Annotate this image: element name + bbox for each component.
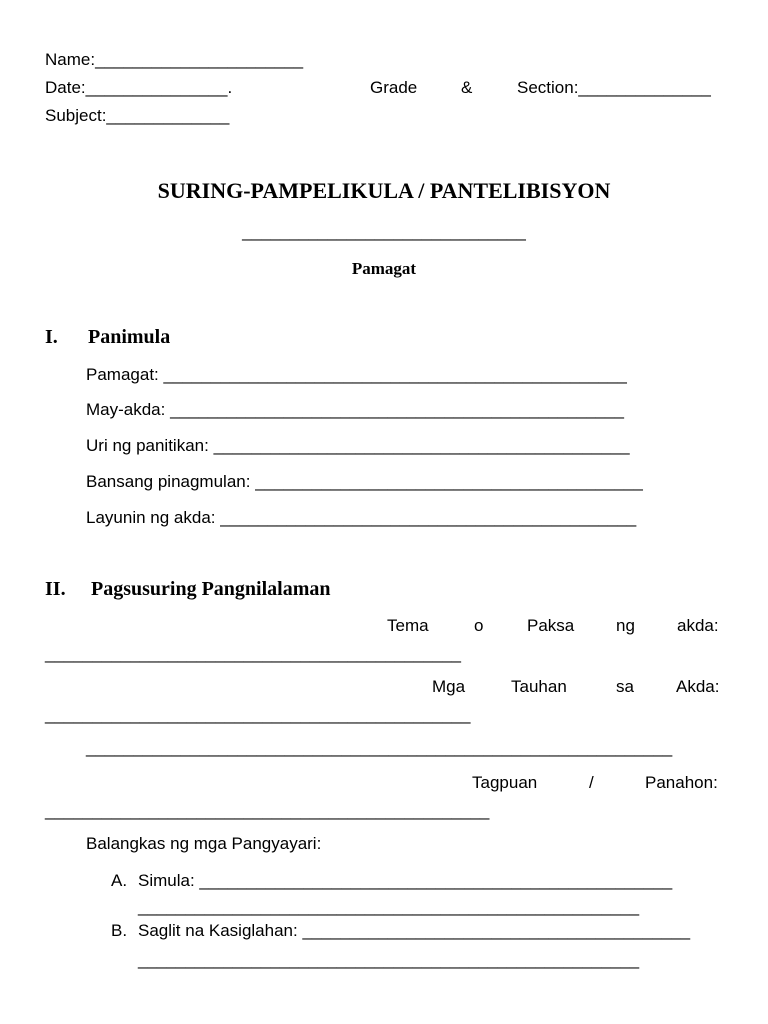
tauhan-akda-word: Akda: [676, 677, 720, 696]
saglit-line[interactable]: _________________________________________ [302, 921, 691, 940]
uri-line[interactable]: ____________________________________________ [213, 436, 630, 455]
layunin-line[interactable]: ____________________________________________ [220, 508, 637, 527]
tema-akda-word: akda: [677, 616, 719, 635]
tema-o-word: o [474, 616, 484, 635]
pamagat-label: Pamagat: [86, 365, 164, 384]
saglit-label: Saglit na Kasiglahan: [138, 921, 303, 940]
saglit-marker: B. [111, 921, 128, 940]
balangkas-label: Balangkas ng mga Pangyayari: [86, 834, 322, 853]
date-field[interactable]: Date:_______________. [45, 78, 233, 97]
subject-field[interactable]: Subject:_____________ [45, 106, 230, 125]
simula-line[interactable]: __________________________________________________ [199, 871, 673, 890]
panahon-word: Panahon: [645, 773, 718, 792]
tagpuan-slash: / [589, 773, 594, 792]
tauhan-line-2[interactable]: ______________________________________________________________ [86, 738, 673, 757]
section1-heading: Panimula [88, 326, 171, 348]
tema-word: Tema [387, 616, 429, 635]
tema-line[interactable]: ____________________________________________ [45, 644, 462, 663]
uri-label: Uri ng panitikan: [86, 436, 214, 455]
bansa-field[interactable] [86, 472, 643, 492]
ampersand-label: & [461, 78, 473, 97]
tagpuan-word: Tagpuan [472, 773, 538, 792]
may-akda-field[interactable] [86, 400, 624, 420]
tauhan-sa-word: sa [616, 677, 634, 696]
section2-numeral: II. [45, 578, 66, 600]
may-akda-line[interactable]: ________________________________________________ [170, 400, 624, 419]
pamagat-line[interactable]: _________________________________________________ [163, 365, 627, 384]
tema-ng-word: ng [616, 616, 635, 635]
simula-label: Simula: [138, 871, 200, 890]
simula-line-2[interactable]: _____________________________________________________ [138, 897, 640, 916]
tauhan-word: Tauhan [511, 677, 567, 696]
layunin-label: Layunin ng akda: [86, 508, 221, 527]
tauhan-mga-word: Mga [432, 677, 466, 696]
may-akda-label: May-akda: [86, 400, 171, 419]
name-field[interactable]: Name:______________________ [45, 50, 304, 69]
bansa-label: Bansang pinagmulan: [86, 472, 256, 491]
layunin-field[interactable] [86, 508, 636, 528]
bansa-line[interactable]: _________________________________________ [255, 472, 643, 491]
pamagat-field[interactable] [86, 365, 627, 385]
title-caption: Pamagat [351, 259, 417, 278]
uri-field[interactable] [86, 436, 630, 456]
tagpuan-line[interactable]: _______________________________________________ [45, 801, 490, 820]
tema-paksa-word: Paksa [527, 616, 575, 635]
saglit-field[interactable] [138, 921, 690, 941]
document-title: SURING-PAMPELIKULA / PANTELIBISYON [157, 178, 611, 203]
title-blank[interactable]: ______________________________ [242, 222, 526, 241]
tauhan-line[interactable]: _____________________________________________ [45, 705, 471, 724]
simula-field[interactable] [138, 871, 672, 891]
saglit-line-2[interactable]: _____________________________________________________ [138, 950, 640, 969]
section2-heading: Pagsusuring Pangnilalaman [91, 578, 331, 600]
simula-marker: A. [111, 871, 128, 890]
section1-numeral: I. [45, 326, 58, 348]
section-field[interactable]: Section:______________ [517, 78, 711, 97]
grade-label: Grade [370, 78, 418, 97]
